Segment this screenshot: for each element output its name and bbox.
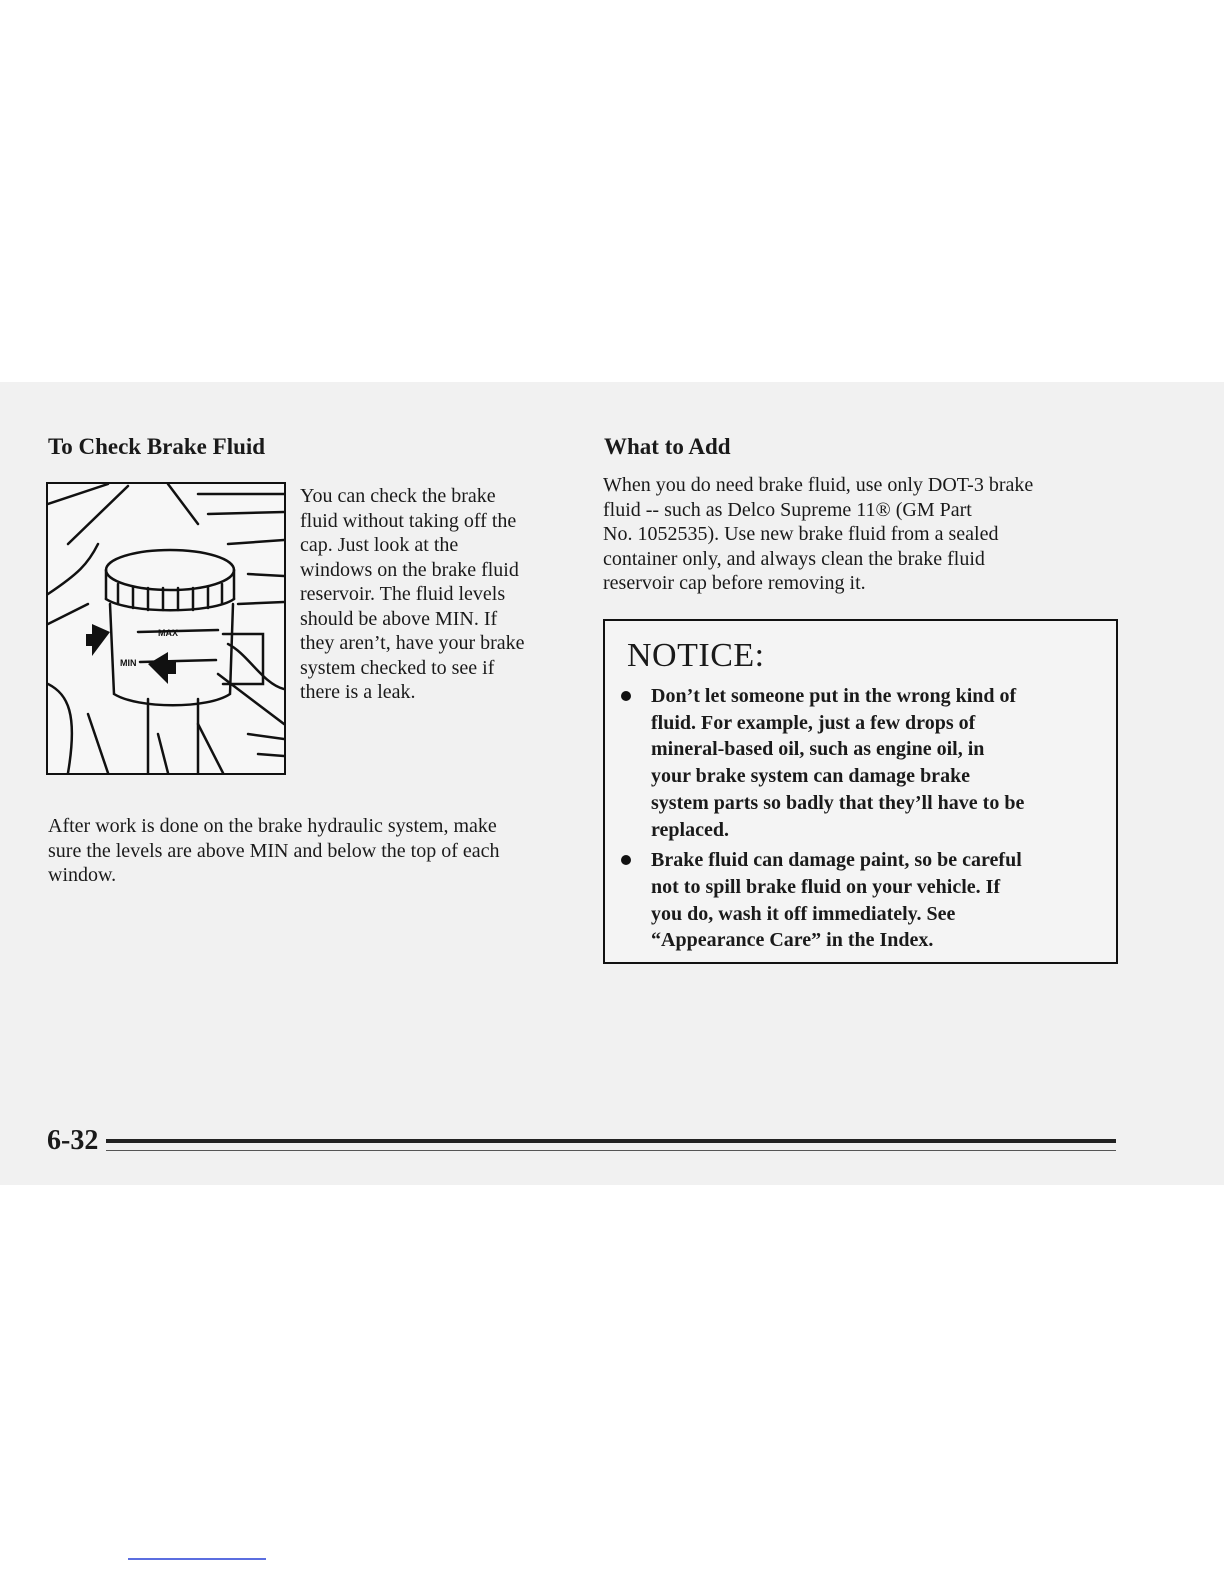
text-line: After work is done on the brake hydraulic system, make (48, 815, 497, 837)
bullet-icon (621, 855, 631, 865)
text-line: sure the levels are above MIN and below the top of each (48, 839, 500, 862)
text-line: replaced. (651, 818, 729, 841)
footer-rule-thick (106, 1139, 1116, 1143)
notice-item-paint-damage (617, 847, 1097, 954)
footer-rule-thin (106, 1150, 1116, 1151)
text-line: you do, wash it off immediately. See (651, 902, 956, 925)
check-instructions-paragraph (300, 484, 525, 705)
max-label: MAX (158, 628, 178, 638)
text-line: “Appearance Care” in the Index. (651, 929, 934, 952)
text-line: mineral-based oil, such as engine oil, in (651, 738, 985, 761)
text-line: cap. Just look at the (300, 534, 459, 556)
text-line: fluid without taking off the (300, 509, 517, 532)
bullet-icon (621, 691, 631, 701)
text-line: fluid -- such as Delco Supreme 11® (GM Part (603, 498, 972, 521)
page-number: 6-32 (47, 1125, 99, 1156)
text-line: windows on the brake fluid (300, 558, 519, 581)
section-heading-what-to-add: What to Add (604, 434, 731, 459)
brake-fluid-reservoir-illustration (46, 482, 286, 775)
text-line: there is a leak. (300, 681, 416, 703)
text-line: When you do need brake fluid, use only DOT-3 brake (603, 474, 1034, 496)
what-to-add-paragraph (603, 473, 1033, 596)
section-heading-check-brake-fluid: To Check Brake Fluid (48, 434, 266, 459)
notice-title: NOTICE: (627, 637, 765, 674)
text-line: should be above MIN. If (300, 607, 498, 630)
text-line: system parts so badly that they’ll have to be (651, 791, 1025, 814)
text-line: they aren’t, have your brake (300, 632, 525, 654)
notice-list (617, 683, 1097, 954)
notice-box (603, 619, 1118, 964)
text-line: fluid. For example, just a few drops of (651, 711, 976, 734)
text-line: No. 1052535). Use new brake fluid from a sealed (603, 523, 999, 545)
text-line: window. (48, 864, 117, 886)
text-line: reservoir cap before removing it. (603, 572, 866, 594)
min-label: MIN (120, 658, 137, 668)
after-work-paragraph (48, 814, 500, 888)
text-line: not to spill brake fluid on your vehicle. If (651, 875, 1001, 898)
notice-item-wrong-fluid (617, 683, 1097, 843)
text-line: Don’t let someone put in the wrong kind of (651, 685, 1017, 707)
text-line: reservoir. The fluid levels (300, 583, 506, 605)
stray-line (128, 1558, 266, 1560)
text-line: system checked to see if (300, 656, 495, 679)
text-line: container only, and always clean the brake fluid (603, 547, 985, 570)
text-line: your brake system can damage brake (651, 765, 971, 788)
text-line: You can check the brake (300, 485, 496, 507)
text-line: Brake fluid can damage paint, so be careful (651, 849, 1022, 872)
